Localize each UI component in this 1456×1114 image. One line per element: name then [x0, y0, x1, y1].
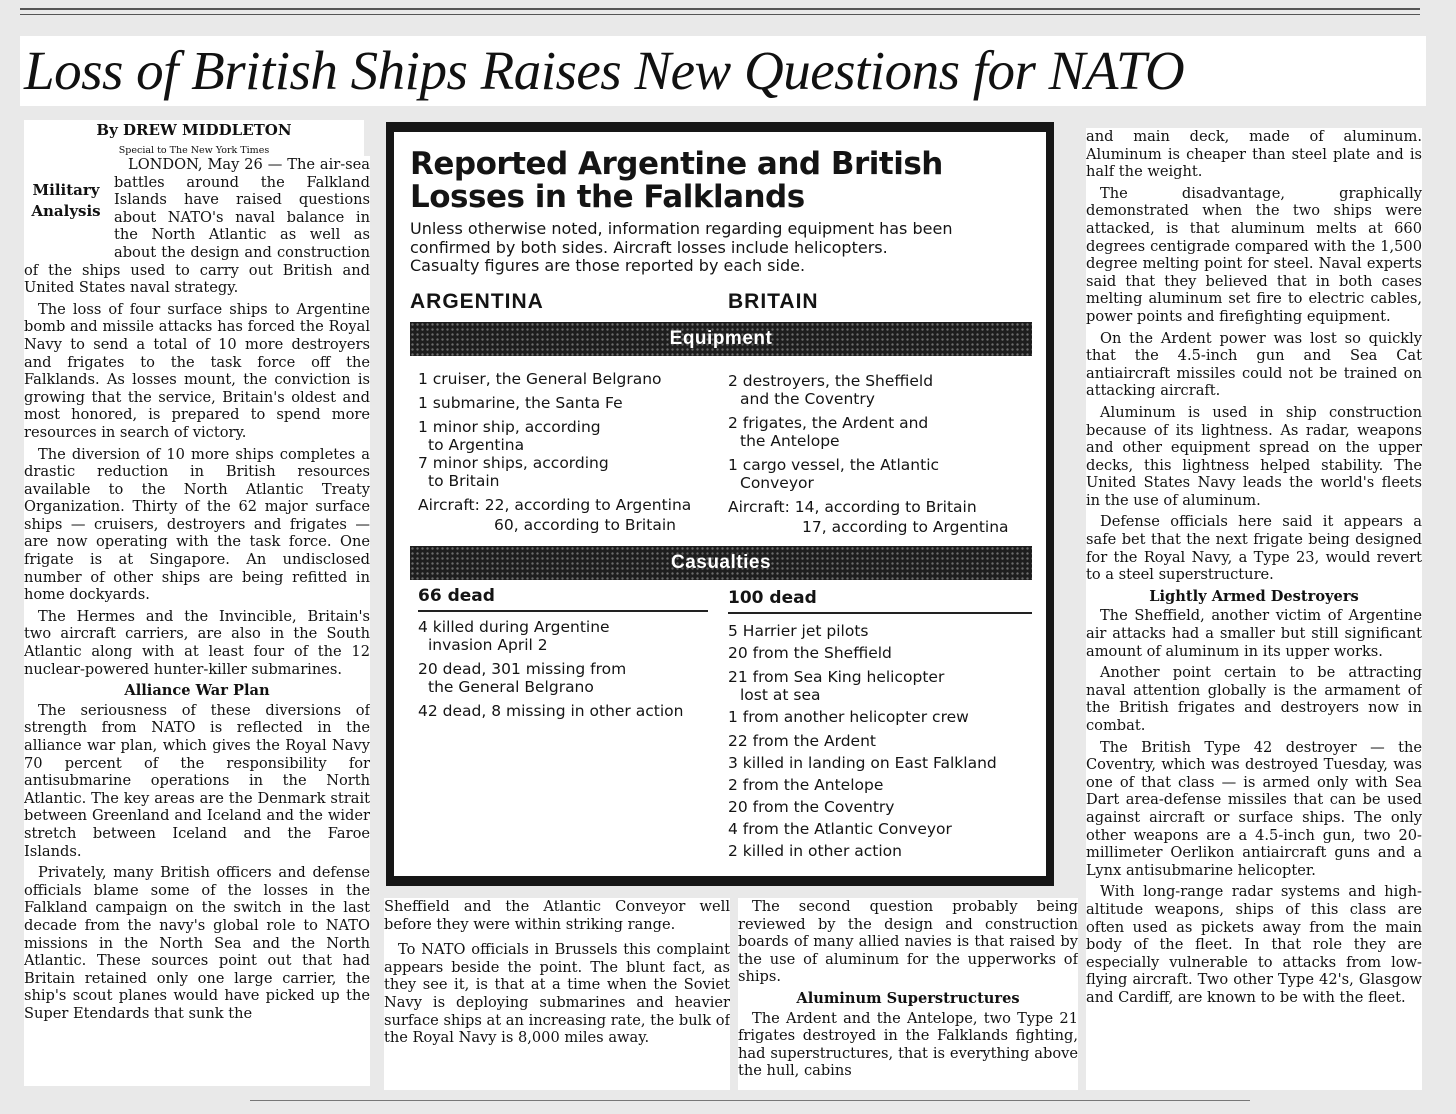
brit-equipment-item: the Antelope: [740, 432, 840, 450]
argentina-dead-total: 66 dead: [418, 586, 495, 606]
kicker-line-1: Military: [32, 181, 100, 199]
arg-equipment-item: 7 minor ships, according: [418, 454, 609, 472]
arg-equipment-item: Aircraft: 22, according to Argentina: [418, 496, 692, 514]
brit-equipment-item: Aircraft: 14, according to Britain: [728, 498, 977, 516]
paragraph: The Ardent and the Antelope, two Type 21 frigates destroyed in the Falklands fighting, had superstructures, that is everything above the hull, cabins: [738, 1009, 1078, 1080]
arg-casualty-item: the General Belgrano: [428, 678, 594, 696]
arg-casualty-item: 4 killed during Argentine: [418, 618, 610, 636]
paragraph: The loss of four surface ships to Argentine bomb and missile attacks has forced the Royal Navy to send a total of 10 more destroyers and frigates to the task force off the Falklands. As losses mount, the conviction is growing that the service, Britain's oldest and most honored, is prepared to spend more resources in search of victory.: [24, 300, 370, 441]
top-rule: [20, 8, 1420, 10]
brit-equipment-item: 2 frigates, the Ardent and: [728, 414, 929, 432]
byline: By DREW MIDDLETON: [96, 121, 292, 139]
brit-casualty-item: 2 killed in other action: [728, 842, 902, 860]
bottom-rule: [250, 1100, 1250, 1101]
paragraph: Defense officials here said it appears a safe bet that the next frigate being designed for the Royal Navy, a Type 23, would revert to a steel superstructure.: [1086, 513, 1422, 584]
arg-equipment-item: to Britain: [428, 472, 500, 490]
paragraph: To NATO officials in Brussels this complaint appears beside the point. The blunt fact, as they see it, is that at a time when the Soviet Navy is deploying submarines and heavier surface ships at an increasing rate, the bulk of the Royal Navy is 8,000 miles away.: [384, 941, 730, 1047]
column-1: [24, 156, 370, 1086]
graphic-intro: [410, 220, 1040, 276]
brit-casualty-item: 22 from the Ardent: [728, 732, 876, 750]
paragraph: The Hermes and the Invincible, Britain's two aircraft carriers, are also in the South Atlantic along with at least four of the 12 nuclear-powered hunter-killer submarines.: [24, 607, 370, 678]
headline: Loss of British Ships Raises New Questions for NATO: [20, 36, 1426, 106]
brit-equipment-item: 2 destroyers, the Sheffield: [728, 372, 934, 390]
top-rule-thin: [20, 14, 1420, 15]
casualties-band: Casualties: [410, 546, 1032, 580]
kicker-line-2: Analysis: [31, 202, 101, 220]
arg-casualty-item: 42 dead, 8 missing in other action: [418, 702, 684, 720]
intro-line: Casualty figures are those reported by each side.: [410, 256, 806, 275]
column-2: [384, 898, 730, 1090]
arg-dead-underline: [418, 610, 708, 612]
column-4: [1086, 128, 1422, 1090]
loss-table-graphic: [394, 132, 1046, 876]
special-credit: Special to The New York Times: [118, 144, 270, 156]
brit-casualty-item: 21 from Sea King helicopter: [728, 668, 945, 686]
equipment-band: Equipment: [410, 322, 1032, 356]
brit-equipment-item: and the Coventry: [740, 390, 875, 408]
britain-heading: BRITAIN: [728, 290, 819, 313]
brit-casualty-item: 4 from the Atlantic Conveyor: [728, 820, 952, 838]
graphic-frame: [386, 122, 1054, 886]
kicker: [24, 180, 108, 260]
britain-dead-total: 100 dead: [728, 588, 817, 608]
paragraph: Aluminum is used in ship construction because of its lightness. As radar, weapons and other equipment spread on the upper decks, this lightness helped stability. The United States Navy leads the world's fleets in the use of aluminum.: [1086, 403, 1422, 509]
paragraph: and main deck, made of aluminum. Aluminum is cheaper than steel plate and is half the weight.: [1086, 128, 1422, 181]
arg-equipment-item: 1 minor ship, according: [418, 418, 601, 436]
paragraph: LONDON, May 26 — The air-sea battles around the Falkland Islands have raised questions about NATO's naval balance in the North Atlantic as well as about the design and construction of the ships used to carry out British and United States naval strategy.: [24, 156, 370, 297]
paragraph: The second question probably being reviewed by the design and construction boards of many allied navies is that raised by the use of aluminum for the upperworks of ships.: [738, 898, 1078, 986]
intro-line: Unless otherwise noted, information regarding equipment has been: [410, 219, 953, 238]
argentina-heading: ARGENTINA: [410, 290, 544, 313]
arg-casualty-item: invasion April 2: [428, 636, 548, 654]
arg-equipment-item: to Argentina: [428, 436, 525, 454]
brit-equipment-item: 17, according to Argentina: [802, 518, 1009, 536]
column-3: [738, 898, 1078, 1090]
brit-casualty-item: 3 killed in landing on East Falkland: [728, 754, 997, 772]
intro-line: confirmed by both sides. Aircraft losses include helicopters.: [410, 237, 888, 257]
graphic-title-line-1: Reported Argentine and British: [410, 146, 943, 182]
brit-casualty-item: 20 from the Sheffield: [728, 644, 892, 662]
graphic-title: [410, 148, 943, 214]
paragraph: Privately, many British officers and defense officials blame some of the losses in the Falkland campaign on the switch in the last decade from the navy's global role to NATO missions in the North Sea and the North Atlantic. These sources point out that had Britain retained only one large carrier, the ship's scout planes would have picked up the Super Etendards that sunk the: [24, 864, 370, 1022]
paragraph: Sheffield and the Atlantic Conveyor well before they were within striking range.: [384, 898, 730, 933]
brit-casualty-item: lost at sea: [740, 686, 821, 704]
paragraph: The Sheffield, another victim of Argentine air attacks had a smaller but still significant amount of aluminum in its upper works.: [1086, 607, 1422, 660]
paragraph: The disadvantage, graphically demonstrated when the two ships were attacked, is that aluminum melts at 660 degrees centigrade compared with the 1,500 degree melting point for steel. Naval experts said that they believed that in both cases melting aluminum set fire to electric cables, power points and firefighting equipment.: [1086, 184, 1422, 325]
arg-equipment-item: 1 cruiser, the General Belgrano: [418, 370, 662, 388]
subhead: Alliance War Plan: [124, 682, 270, 700]
paragraph: The British Type 42 destroyer — the Coventry, which was destroyed Tuesday, was one of that class — is armed only with Sea Dart area-defense missiles that can be used against aircraft or surface ships. The only other weapons are a 4.5-inch gun, two 20-millimeter Oerlikon antiaircraft guns and a Lynx antisubmarine helicopter.: [1086, 738, 1422, 879]
graphic-title-line-2: Losses in the Falklands: [410, 179, 805, 215]
paragraph: On the Ardent power was lost so quickly that the 4.5-inch gun and Sea Cat antiaircraft missiles could not be trained on attacking aircraft.: [1086, 329, 1422, 400]
paragraph: With long-range radar systems and high-altitude weapons, ships of this class are often used as pickets away from the main body of the fleet. In that role they are especially vulnerable to attacks from low-flying aircraft. Two other Type 42's, Glasgow and Cardiff, are known to be with the fleet.: [1086, 883, 1422, 1006]
brit-casualty-item: 1 from another helicopter crew: [728, 708, 969, 726]
brit-casualty-item: 2 from the Antelope: [728, 776, 884, 794]
brit-equipment-item: Conveyor: [740, 474, 814, 492]
brit-casualty-item: 20 from the Coventry: [728, 798, 895, 816]
subhead: Aluminum Superstructures: [796, 989, 1020, 1007]
paragraph: Another point certain to be attracting naval attention globally is the armament of the British frigates and destroyers now in combat.: [1086, 664, 1422, 734]
arg-casualty-item: 20 dead, 301 missing from: [418, 660, 627, 678]
brit-equipment-item: 1 cargo vessel, the Atlantic: [728, 456, 940, 474]
brit-dead-underline: [728, 612, 1032, 614]
brit-casualty-item: 5 Harrier jet pilots: [728, 622, 869, 640]
subhead: Lightly Armed Destroyers: [1149, 587, 1359, 605]
arg-equipment-item: 1 submarine, the Santa Fe: [418, 394, 623, 412]
paragraph: The diversion of 10 more ships completes a drastic reduction in British resources available to the North Atlantic Treaty Organization. Thirty of the 62 major surface ships — cruisers, destroyers and frigates — are now operating with the task force. One frigate is at Singapore. An undisclosed number of other ships are being refitted in home dockyards.: [24, 445, 370, 604]
arg-equipment-item: 60, according to Britain: [494, 516, 676, 534]
paragraph: The seriousness of these diversions of strength from NATO is reflected in the alliance war plan, which gives the Royal Navy 70 percent of the responsibility for antisubmarine operations in the North Atlantic. The key areas are the Denmark strait between Greenland and Iceland and the wider stretch between Iceland and the Faroe Islands.: [24, 701, 370, 860]
